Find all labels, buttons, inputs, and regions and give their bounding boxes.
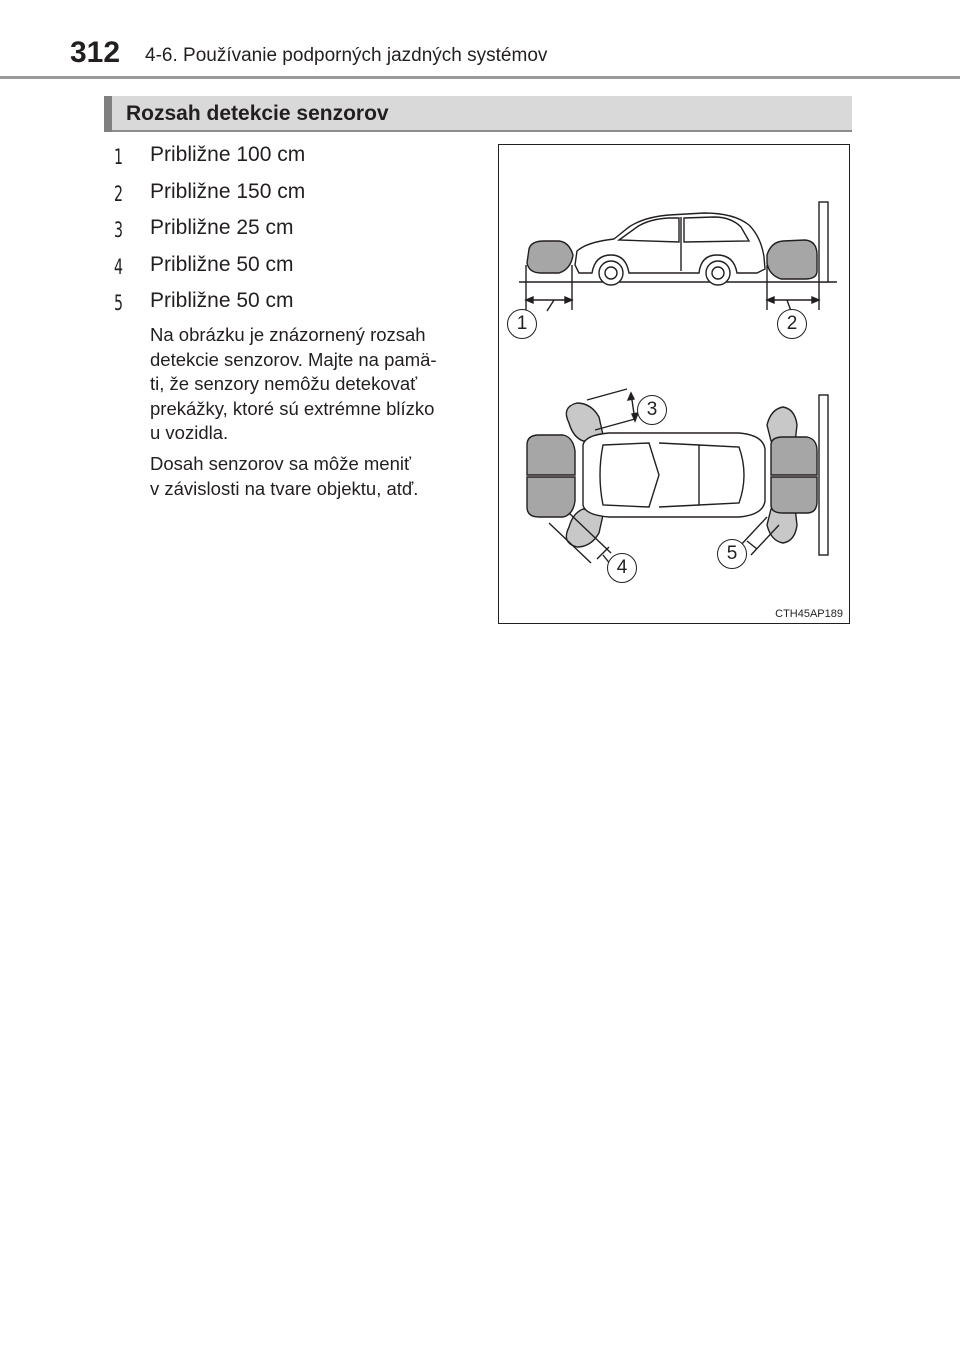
rear-center-zone-b — [771, 477, 817, 513]
arrow-1b — [565, 297, 572, 303]
text-line: u vozidla. — [150, 422, 229, 444]
item-text: Približne 50 cm — [150, 252, 294, 276]
item-number: 2 — [114, 181, 124, 206]
list-item — [110, 216, 490, 246]
section-title: Rozsah detekcie senzorov — [126, 102, 389, 125]
item-text: Približne 50 cm — [150, 289, 294, 312]
section-accent — [104, 96, 112, 132]
item-number: 5 — [114, 291, 124, 315]
list-item — [110, 180, 490, 210]
text-line: Na obrázku je znázornený rozsah — [150, 324, 426, 345]
rear-sensor-zone — [767, 240, 817, 279]
dim-line-4 — [597, 547, 609, 559]
page-number: 312 — [70, 36, 121, 69]
top-view — [527, 389, 828, 565]
list-item — [110, 289, 490, 319]
leader-1 — [547, 300, 554, 311]
front-center-zone-b — [527, 477, 575, 517]
text-line: Dosah senzorov sa môže meniť — [150, 453, 411, 474]
callout-1: 1 — [507, 309, 537, 339]
dim-line-5 — [747, 541, 757, 549]
list-item — [110, 253, 490, 283]
sensor-diagram — [499, 145, 851, 625]
arrow-3a — [628, 393, 634, 400]
chapter-title: 4-6. Používanie podporných jazdných systémov — [145, 45, 548, 66]
front-center-zone-a — [527, 435, 575, 475]
item-text: Približne 100 cm — [150, 143, 306, 166]
callout-3: 3 — [637, 395, 667, 425]
callout-2: 2 — [777, 309, 807, 339]
side-view — [519, 202, 837, 311]
text-line: prekážky, ktoré sú extrémne blízko — [150, 397, 435, 419]
dim-line-3a — [587, 389, 627, 400]
callout-5: 5 — [717, 539, 747, 569]
section-heading-bar — [104, 96, 852, 132]
car-top-body — [583, 433, 765, 517]
front-sensor-zone — [527, 241, 573, 273]
item-number: 4 — [114, 254, 124, 279]
header-divider — [0, 76, 960, 79]
wheel-rear — [706, 261, 730, 285]
sensor-range-figure — [498, 144, 850, 624]
arrow-2b — [812, 297, 819, 303]
arrow-2a — [767, 297, 774, 303]
item-text: Približne 25 cm — [150, 216, 294, 239]
callout-4: 4 — [607, 553, 637, 583]
item-number: 1 — [114, 145, 124, 169]
figure-code: CTH45AP189 — [775, 608, 843, 620]
list-item — [110, 143, 490, 173]
rear-center-zone-a — [771, 437, 817, 475]
text-line: detekcie senzorov. Majte na pamä- — [150, 348, 437, 370]
wheel-front — [599, 261, 623, 285]
item-number: 3 — [114, 218, 124, 242]
paragraph-object-shape — [150, 452, 476, 501]
page-header — [0, 0, 960, 80]
item-text: Približne 150 cm — [150, 179, 306, 203]
wall-right-top — [819, 395, 828, 555]
paragraph-range-note — [150, 323, 476, 446]
text-line: ti, že senzory nemôžu detekovať — [150, 373, 418, 395]
arrow-1a — [526, 297, 533, 303]
wall-right — [819, 202, 828, 282]
text-line: v závislosti na tvare objektu, atď. — [150, 477, 419, 499]
